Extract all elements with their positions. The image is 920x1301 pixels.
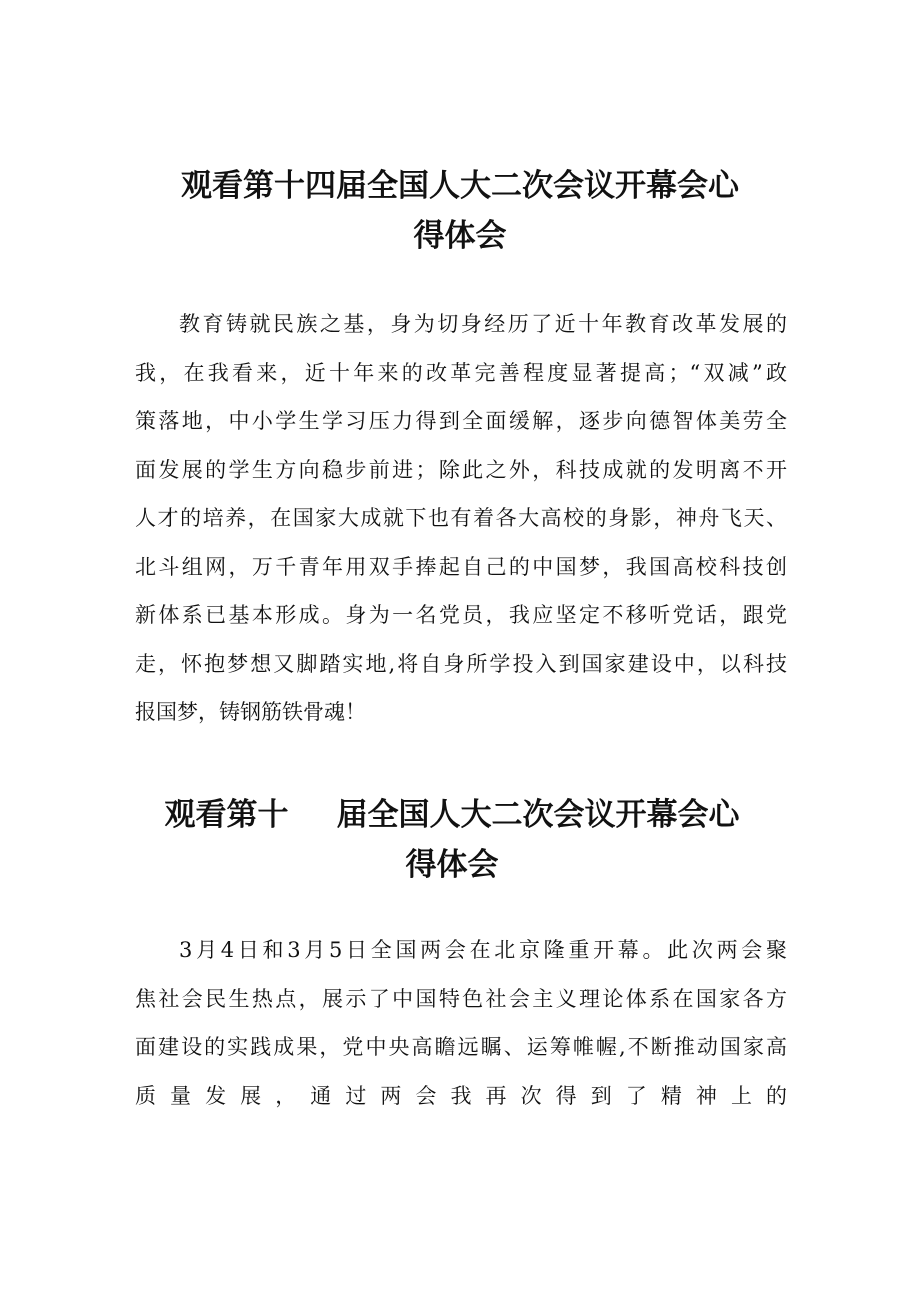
article-1-line: 面发展的学生方向稳步前进；除此之外，科技成就的发明离不开 <box>135 457 787 482</box>
article-1-body <box>135 300 787 737</box>
article-1-line: 策落地，中小学生学习压力得到全面缓解，逐步向德智体美劳全 <box>135 409 787 433</box>
article-2-line: 3月4日和3月5日全国两会在北京隆重开幕。此次两会聚 <box>179 938 787 962</box>
article-1-line: 走，怀抱梦想又脚踏实地,将自身所学投入到国家建设中，以科技 <box>135 651 787 676</box>
article-1-line: 教育铸就民族之基，身为切身经历了近十年教育改革发展的 <box>179 312 787 336</box>
article-1-line: 我，在我看来，近十年来的改革完善程度显著提高；“双减”政 <box>135 360 787 385</box>
article-2-line: 质量发展，通过两会我再次得到了精神上的 <box>135 1083 787 1108</box>
article-1-title-line-2: 得体会 <box>413 218 507 254</box>
article-2-title <box>0 790 904 890</box>
article-1-title-line-1: 观看第十四届全国人大二次会议开幕会心 <box>181 168 739 204</box>
article-2-line: 面建设的实践成果，党中央高瞻远瞩、运筹帷幄,不断推动国家高 <box>135 1035 787 1059</box>
article-2-title-line-1 <box>0 790 904 840</box>
article-1-line: 北斗组网，万千青年用双手捧起自己的中国梦，我国高校科技创 <box>135 554 787 579</box>
article-2-line: 焦社会民生热点，展示了中国特色社会主义理论体系在国家各方 <box>135 986 787 1011</box>
article-1-line: 报国梦，铸钢筋铁骨魂！ <box>135 700 366 724</box>
article-1-title <box>0 161 920 261</box>
article-1-line: 新体系已基本形成。身为一名党员，我应坚定不移听党话，跟党 <box>135 603 787 627</box>
article-2-title-line-2: 得体会 <box>405 847 499 883</box>
article-1-line: 人才的培养，在国家大成就下也有着各大高校的身影，神舟飞天、 <box>135 506 787 530</box>
article-2-title-part-2: 届全国人大二次会议开幕会心 <box>336 797 740 833</box>
article-2-body <box>135 926 787 1120</box>
article-2-title-part-1: 观看第十 <box>164 797 289 833</box>
